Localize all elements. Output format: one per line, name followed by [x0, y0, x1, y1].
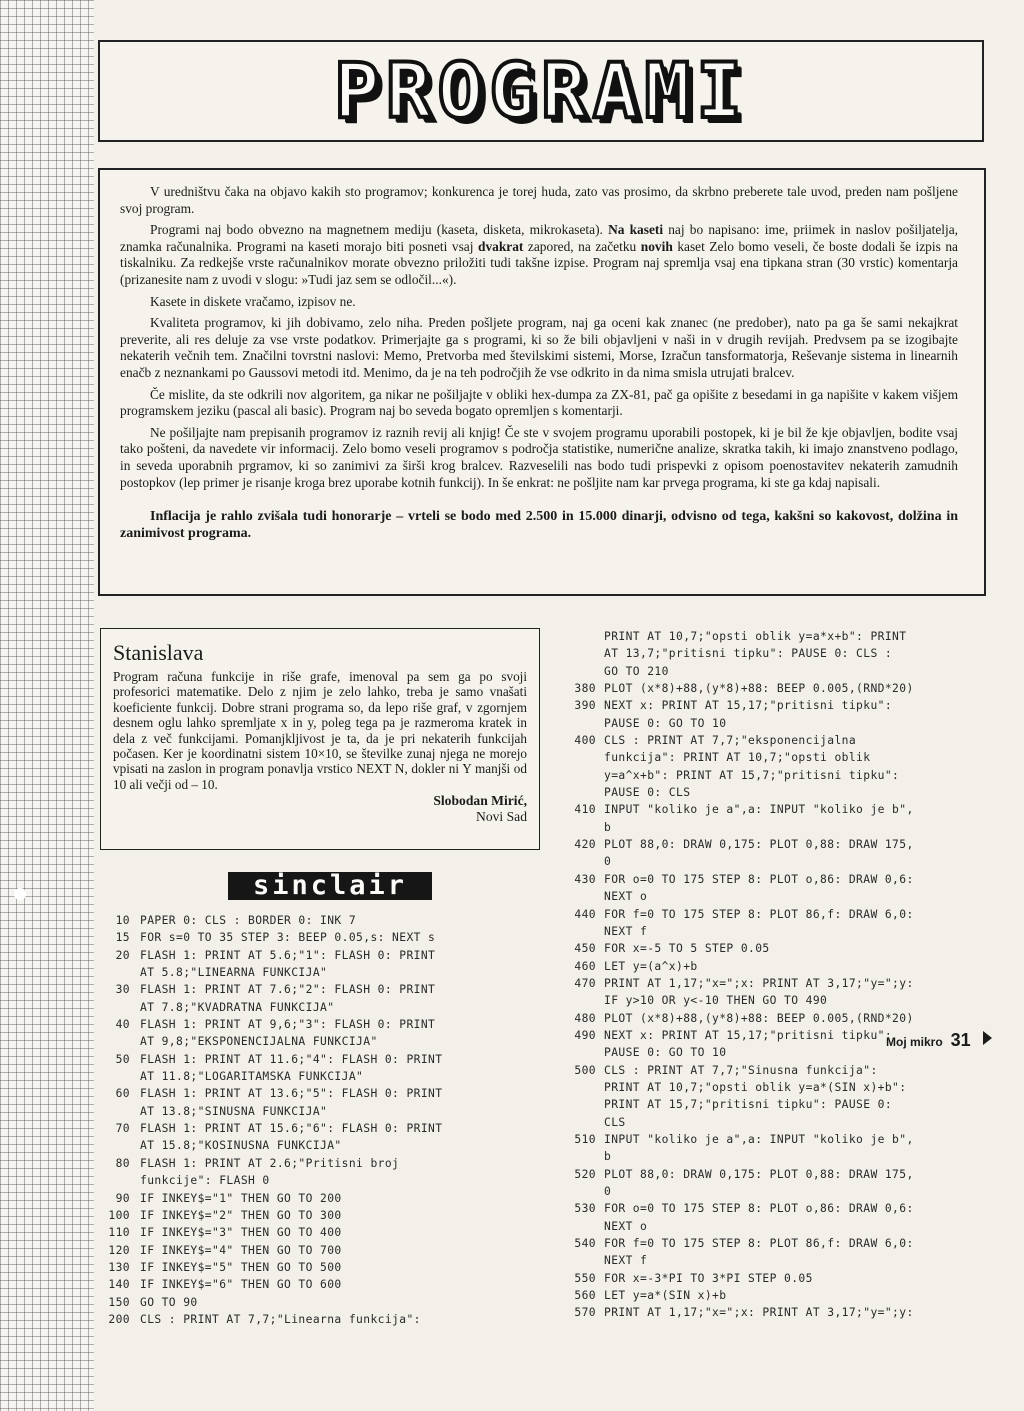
guidelines-paragraph-5: Če mislite, da ste odkrili nov algoritem, ga nikar ne pošiljajte v obliki hex-dumpa za ZX-81, pač ga opišite z besedami in ga napišite v kakem višjem programskem jeziku (pascal ali basic). Program naj bo seveda bogato opremljen s komentarji.	[120, 386, 958, 419]
line-number	[560, 1114, 596, 1131]
line-number	[560, 628, 596, 645]
code-line	[560, 836, 980, 853]
code-line	[560, 1096, 980, 1113]
line-code: FLASH 1: PRINT AT 13.6;"5": FLASH 0: PRINT	[140, 1087, 443, 1101]
line-code: IF INKEY$="2" THEN GO TO 300	[140, 1208, 342, 1222]
line-code: LET y=a*(SIN x)+b	[604, 1289, 727, 1303]
submission-guidelines	[98, 168, 986, 596]
line-number: 200	[108, 1312, 130, 1326]
code-line	[560, 645, 980, 662]
sinclair-logo: sinclair	[228, 872, 432, 900]
article-city: Novi Sad	[476, 809, 527, 825]
code-line	[560, 767, 980, 784]
line-code: NEXT o	[604, 890, 648, 904]
guidelines-fee-note: Inflacija je rahlo zvišala tudi honorarje – vrteli se bodo med 2.500 in 15.000 dinarji, odvisno od tega, kakšni so kakovost, dolžina in zanimivost programa.	[120, 509, 958, 541]
line-code: GO TO 210	[604, 664, 669, 678]
line-code: CLS : PRINT AT 7,7;"Linearna funkcija":	[140, 1312, 421, 1326]
line-number	[100, 999, 130, 1016]
code-line	[560, 1270, 980, 1287]
code-line	[100, 1294, 512, 1311]
line-code: IF INKEY$="1" THEN GO TO 200	[140, 1191, 342, 1205]
line-code: b	[604, 820, 612, 834]
article-title: Stanislava	[113, 640, 204, 665]
code-line	[100, 1155, 512, 1172]
line-code: PAPER 0: CLS : BORDER 0: INK 7	[140, 914, 357, 927]
code-line	[100, 1137, 512, 1154]
line-number	[100, 1103, 130, 1120]
article-body: Program računa funkcije in riše grafe, imenoval pa sem ga po svoji profesorici matematike. Delo z njim je zelo lahko, treba je samo vnašati koeficiente funkcij. Dobre strani programa so, da lepo riše graf, v zgornjem desnem oglu lahko spremljate x in y, poleg tega pa je razmeroma kratek in dela z več funkcijami. Pomanjkljivost je ta, da je pri nekaterih funkcijah počasen. Ker je koordinatni sistem 10×10, se številke zunaj njega ne morejo vpisati na zaslon in program ponavlja vrstico NEXT N, dokler ni Y manjši od 10 ali večji od – 10.	[113, 669, 527, 792]
code-line	[560, 1079, 980, 1096]
line-number	[560, 1183, 596, 1200]
code-line	[100, 1224, 512, 1241]
line-number: 550	[574, 1271, 596, 1285]
line-number: 380	[574, 682, 596, 696]
code-line	[100, 964, 512, 981]
line-code: LET y=(a^x)+b	[604, 959, 698, 973]
code-line	[560, 749, 980, 766]
line-number: 150	[108, 1295, 130, 1309]
line-code: PAUSE 0: CLS	[604, 786, 691, 800]
line-code: FOR x=-5 TO 5 STEP 0.05	[604, 942, 770, 956]
code-line	[560, 940, 980, 957]
line-number: 80	[115, 1156, 130, 1170]
line-number: 540	[574, 1237, 596, 1251]
line-code: FOR s=0 TO 35 STEP 3: BEEP 0.05,s: NEXT s	[140, 931, 436, 945]
code-line	[560, 1287, 980, 1304]
line-code: INPUT "koliko je a",a: INPUT "koliko je b",	[604, 803, 914, 817]
line-code: 0	[604, 1185, 612, 1198]
line-number: 100	[108, 1208, 130, 1222]
line-number: 390	[574, 699, 596, 713]
line-number: 460	[574, 959, 596, 973]
code-line	[560, 1114, 980, 1131]
line-number	[100, 1137, 130, 1154]
line-code: INPUT "koliko je a",a: INPUT "koliko je b",	[604, 1132, 914, 1146]
code-line	[560, 888, 980, 905]
line-number	[560, 715, 596, 732]
line-code: PRINT AT 15,7;"pritisni tipku": PAUSE 0:	[604, 1098, 893, 1112]
code-line	[560, 1010, 980, 1027]
line-number: 30	[115, 983, 130, 997]
line-code: FLASH 1: PRINT AT 2.6;"Pritisni broj	[140, 1156, 400, 1170]
code-line	[100, 1033, 512, 1050]
line-code: PRINT AT 10,7;"opsti oblik y=a*(SIN x)+b":	[604, 1080, 907, 1094]
code-line	[560, 784, 980, 801]
line-code: funkcija": PRINT AT 10,7;"opsti oblik	[604, 751, 871, 765]
line-code: IF INKEY$="6" THEN GO TO 600	[140, 1278, 342, 1292]
code-line	[560, 975, 980, 992]
code-line	[560, 923, 980, 940]
code-line	[100, 1190, 512, 1207]
line-code: IF INKEY$="4" THEN GO TO 700	[140, 1243, 342, 1257]
line-number	[560, 923, 596, 940]
line-code: CLS : PRINT AT 7,7;"Sinusna funkcija":	[604, 1063, 878, 1077]
line-code: PRINT AT 1,17;"x=";x: PRINT AT 3,17;"y=";y:	[604, 1306, 914, 1320]
line-code: AT 5.8;"LINEARNA FUNKCIJA"	[140, 966, 328, 980]
line-number	[560, 1096, 596, 1113]
code-line	[560, 1131, 980, 1148]
line-number: 60	[115, 1087, 130, 1101]
code-line	[100, 981, 512, 998]
code-line	[100, 1051, 512, 1068]
line-number: 450	[574, 942, 596, 956]
line-number: 40	[115, 1018, 130, 1032]
line-code: PAUSE 0: GO TO 10	[604, 716, 727, 730]
code-line	[560, 1218, 980, 1235]
line-code: IF INKEY$="5" THEN GO TO 500	[140, 1260, 342, 1274]
line-code: IF INKEY$="3" THEN GO TO 400	[140, 1226, 342, 1240]
page-number: 31	[950, 1030, 971, 1050]
line-number: 420	[574, 838, 596, 852]
line-number	[100, 1172, 130, 1189]
code-line	[560, 1062, 980, 1079]
line-code: FOR o=0 TO 175 STEP 8: PLOT o,86: DRAW 0,6:	[604, 872, 914, 886]
line-number	[560, 1252, 596, 1269]
grid-margin-decoration	[0, 0, 94, 1411]
line-number: 50	[115, 1052, 130, 1066]
line-code: y=a^x+b": PRINT AT 15,7;"pritisni tipku":	[604, 768, 900, 782]
line-number	[560, 749, 596, 766]
code-line	[560, 1200, 980, 1217]
code-line	[560, 853, 980, 870]
line-number	[560, 1218, 596, 1235]
line-number	[100, 1068, 130, 1085]
line-number: 15	[115, 931, 130, 945]
line-number	[100, 964, 130, 981]
line-code: PLOT (x*8)+88,(y*8)+88: BEEP 0.005,(RND*20)	[604, 1011, 914, 1025]
code-line	[560, 697, 980, 714]
guidelines-paragraph-4: Kvaliteta programov, ki jih dobivamo, zelo niha. Preden pošljete program, naj ga oceni kak znanec (ne predober), nato pa ga še sami nekajkrat preverite, ali res deluje za vse vrste podatkov. Primerjajte ga s programi, ki so že bili objavljeni v naši in v drugih revijah. Predvsem pa se izogibajte nekaterih večnih tem. Značilni tovrstni naslovi: Memo, Pretvorba med številskimi sistemi, Morse, Izračun tansformatorja, Reševanje sistema in linearnih enačb z neznankami po Gaussovi metodi itd. Menimo, da je na teh področjih že vse odkrito in da nima smisla utrujati bralcev.	[120, 315, 958, 380]
code-line	[100, 1103, 512, 1120]
line-code: AT 13.8;"SINUSNA FUNKCIJA"	[140, 1104, 328, 1118]
code-line	[100, 912, 512, 929]
line-code: AT 13,7;"pritisni tipku": PAUSE 0: CLS :	[604, 647, 893, 661]
line-number	[560, 888, 596, 905]
line-code: IF y>10 OR y<-10 THEN GO TO 490	[604, 994, 828, 1008]
code-line	[100, 1085, 512, 1102]
guidelines-paragraph-1: V uredništvu čaka na objavo kakih sto programov; konkurenca je torej huda, zato vas prosimo, da skrbno preberete tale uvod, preden nam pošljene svoj program.	[120, 184, 958, 216]
line-code: GO TO 90	[140, 1295, 198, 1309]
circle-mark-icon	[14, 888, 26, 900]
line-number	[560, 1148, 596, 1165]
line-code: 0	[604, 855, 612, 869]
code-line	[560, 906, 980, 923]
line-code: NEXT x: PRINT AT 15,17;"pritisni tipku":	[604, 699, 893, 713]
code-line	[100, 1120, 512, 1137]
line-code: AT 7.8;"KVADRATNA FUNKCIJA"	[140, 1000, 335, 1014]
line-code: FOR x=-3*PI TO 3*PI STEP 0.05	[604, 1271, 813, 1285]
line-code: FLASH 1: PRINT AT 7.6;"2": FLASH 0: PRINT	[140, 983, 436, 997]
line-code: FLASH 1: PRINT AT 11.6;"4": FLASH 0: PRINT	[140, 1052, 443, 1066]
line-code: PLOT (x*8)+88,(y*8)+88: BEEP 0.005,(RND*20)	[604, 682, 914, 696]
line-number: 400	[574, 734, 596, 748]
magazine-name: Moj mikro	[886, 1035, 943, 1049]
guidelines-paragraph-6: Ne pošiljajte nam prepisanih programov iz raznih revij ali knjig! Če ste v svojem programu uporabili postopek, ki je bil že kje objavljen, bodite vsaj tako pošteni, da navedete vir informacij. Zelo bomo veseli programov s področja statistike, numerične analize, skratka takih, ki imajo znanstveno podlago, in seveda uporabnih prgramov, ki so zanimivi za širši krog bralcev. Razveselili nas bodo tudi prispevki z opisom poenostavitev nekaterih zamudnih postopkov (lep primer je risanje kroga brez uporabe kotnih funkcij). In še enkrat: ne pošljite nam kar prvega programa, ki ste ga kdaj napisali.	[120, 424, 958, 490]
line-number: 430	[574, 872, 596, 886]
code-line	[560, 1166, 980, 1183]
code-line	[100, 947, 512, 964]
line-number	[560, 767, 596, 784]
line-code: NEXT f	[604, 1254, 648, 1268]
code-line	[100, 1068, 512, 1085]
code-line	[560, 992, 980, 1009]
line-number: 530	[574, 1202, 596, 1216]
line-number: 120	[108, 1243, 130, 1257]
line-code: AT 11.8;"LOGARITAMSKA FUNKCIJA"	[140, 1070, 364, 1084]
article-author: Slobodan Mirić,	[433, 793, 527, 809]
section-title: PROGRAMI	[333, 46, 749, 135]
line-code: CLS : PRINT AT 7,7;"eksponencijalna	[604, 734, 857, 748]
line-code: AT 9,8;"EKSPONENCIJALNA FUNKCIJA"	[140, 1035, 378, 1049]
article-box	[100, 628, 540, 850]
code-line	[100, 1172, 512, 1189]
line-code: FOR f=0 TO 175 STEP 8: PLOT 86,f: DRAW 6,0:	[604, 907, 914, 921]
line-number: 470	[574, 976, 596, 990]
line-number: 570	[574, 1306, 596, 1320]
line-number	[560, 992, 596, 1009]
code-line	[100, 1259, 512, 1276]
code-line	[560, 680, 980, 697]
guidelines-paragraph-3: Kasete in diskete vračamo, izpisov ne.	[150, 293, 356, 309]
line-code: PRINT AT 10,7;"opsti oblik y=a*x+b": PRINT	[604, 630, 907, 643]
page-footer	[886, 1030, 986, 1051]
code-line	[100, 1311, 512, 1328]
line-number: 70	[115, 1122, 130, 1136]
code-line	[560, 801, 980, 818]
line-number: 440	[574, 907, 596, 921]
line-number	[560, 819, 596, 836]
line-code: NEXT o	[604, 1219, 648, 1233]
code-line	[560, 732, 980, 749]
line-number	[560, 663, 596, 680]
code-line	[100, 1276, 512, 1293]
line-number: 410	[574, 803, 596, 817]
line-number: 140	[108, 1278, 130, 1292]
code-line	[560, 715, 980, 732]
code-line	[560, 1235, 980, 1252]
line-code: FLASH 1: PRINT AT 5.6;"1": FLASH 0: PRINT	[140, 948, 436, 962]
code-line	[560, 1183, 980, 1200]
line-number: 130	[108, 1260, 130, 1274]
line-number: 90	[115, 1191, 130, 1205]
line-code: FLASH 1: PRINT AT 9,6;"3": FLASH 0: PRINT	[140, 1018, 436, 1032]
guidelines-paragraph-2: Programi naj bodo obvezno na magnetnem mediju (kaseta, disketa, mikrokaseta). Na kaseti naj bo napisano: ime, priimek in naslov pošiljatelja, znamka računalnika. Programi na kaseti morajo biti posneti vsaj dvakrat zapored, na začetku novih kaset Zelo bomo veseli, če boste dodali še izpis na tiskalniku. Za redkejše vrste računalnikov morate obvezno priložiti tudi takšne izpise. Program naj spremlja vsaj ena tipkana stran (30 vrstic) komentarja (prizanesite nam z uvodi v slogu: »Tudi jaz sem se odločil...«).	[120, 222, 959, 287]
line-number: 560	[574, 1289, 596, 1303]
line-code: FLASH 1: PRINT AT 15.6;"6": FLASH 0: PRINT	[140, 1122, 443, 1136]
code-line	[560, 958, 980, 975]
line-number	[560, 853, 596, 870]
code-line	[560, 871, 980, 888]
line-number: 10	[115, 914, 130, 927]
line-number: 520	[574, 1167, 596, 1181]
line-code: PLOT 88,0: DRAW 0,175: PLOT 0,88: DRAW 175,	[604, 838, 914, 852]
code-line	[100, 1207, 512, 1224]
section-title-box	[98, 40, 984, 142]
code-line	[100, 1242, 512, 1259]
line-number	[560, 1079, 596, 1096]
code-line	[560, 819, 980, 836]
line-code: NEXT f	[604, 924, 648, 938]
code-line	[100, 1016, 512, 1033]
line-code: PLOT 88,0: DRAW 0,175: PLOT 0,88: DRAW 175,	[604, 1167, 914, 1181]
line-number	[100, 1033, 130, 1050]
line-number: 480	[574, 1011, 596, 1025]
code-line	[100, 929, 512, 946]
line-code: NEXT x: PRINT AT 15,17;"pritisni tipku":	[604, 1028, 893, 1042]
line-code: funkcije": FLASH 0	[140, 1174, 270, 1188]
line-number	[560, 784, 596, 801]
line-code: CLS	[604, 1115, 626, 1129]
line-number: 510	[574, 1132, 596, 1146]
code-line	[100, 999, 512, 1016]
code-line	[560, 628, 980, 645]
line-code: AT 15.8;"KOSINUSNA FUNKCIJA"	[140, 1139, 342, 1153]
line-number: 490	[574, 1028, 596, 1042]
line-code: b	[604, 1150, 612, 1164]
code-line	[560, 1304, 980, 1321]
line-code: PAUSE 0: GO TO 10	[604, 1046, 727, 1060]
code-listing-right	[560, 628, 980, 1322]
line-code: FOR f=0 TO 175 STEP 8: PLOT 86,f: DRAW 6,0:	[604, 1237, 914, 1251]
line-number: 110	[108, 1226, 130, 1240]
code-line	[560, 1252, 980, 1269]
code-line	[560, 663, 980, 680]
line-number	[560, 1044, 596, 1061]
code-listing-left	[100, 912, 512, 1328]
line-code: PRINT AT 1,17;"x=";x: PRINT AT 3,17;"y=";y:	[604, 976, 914, 990]
code-line	[560, 1148, 980, 1165]
line-code: FOR o=0 TO 175 STEP 8: PLOT o,86: DRAW 0,6:	[604, 1202, 914, 1216]
line-number: 20	[115, 948, 130, 962]
line-number: 500	[574, 1063, 596, 1077]
line-number	[560, 645, 596, 662]
